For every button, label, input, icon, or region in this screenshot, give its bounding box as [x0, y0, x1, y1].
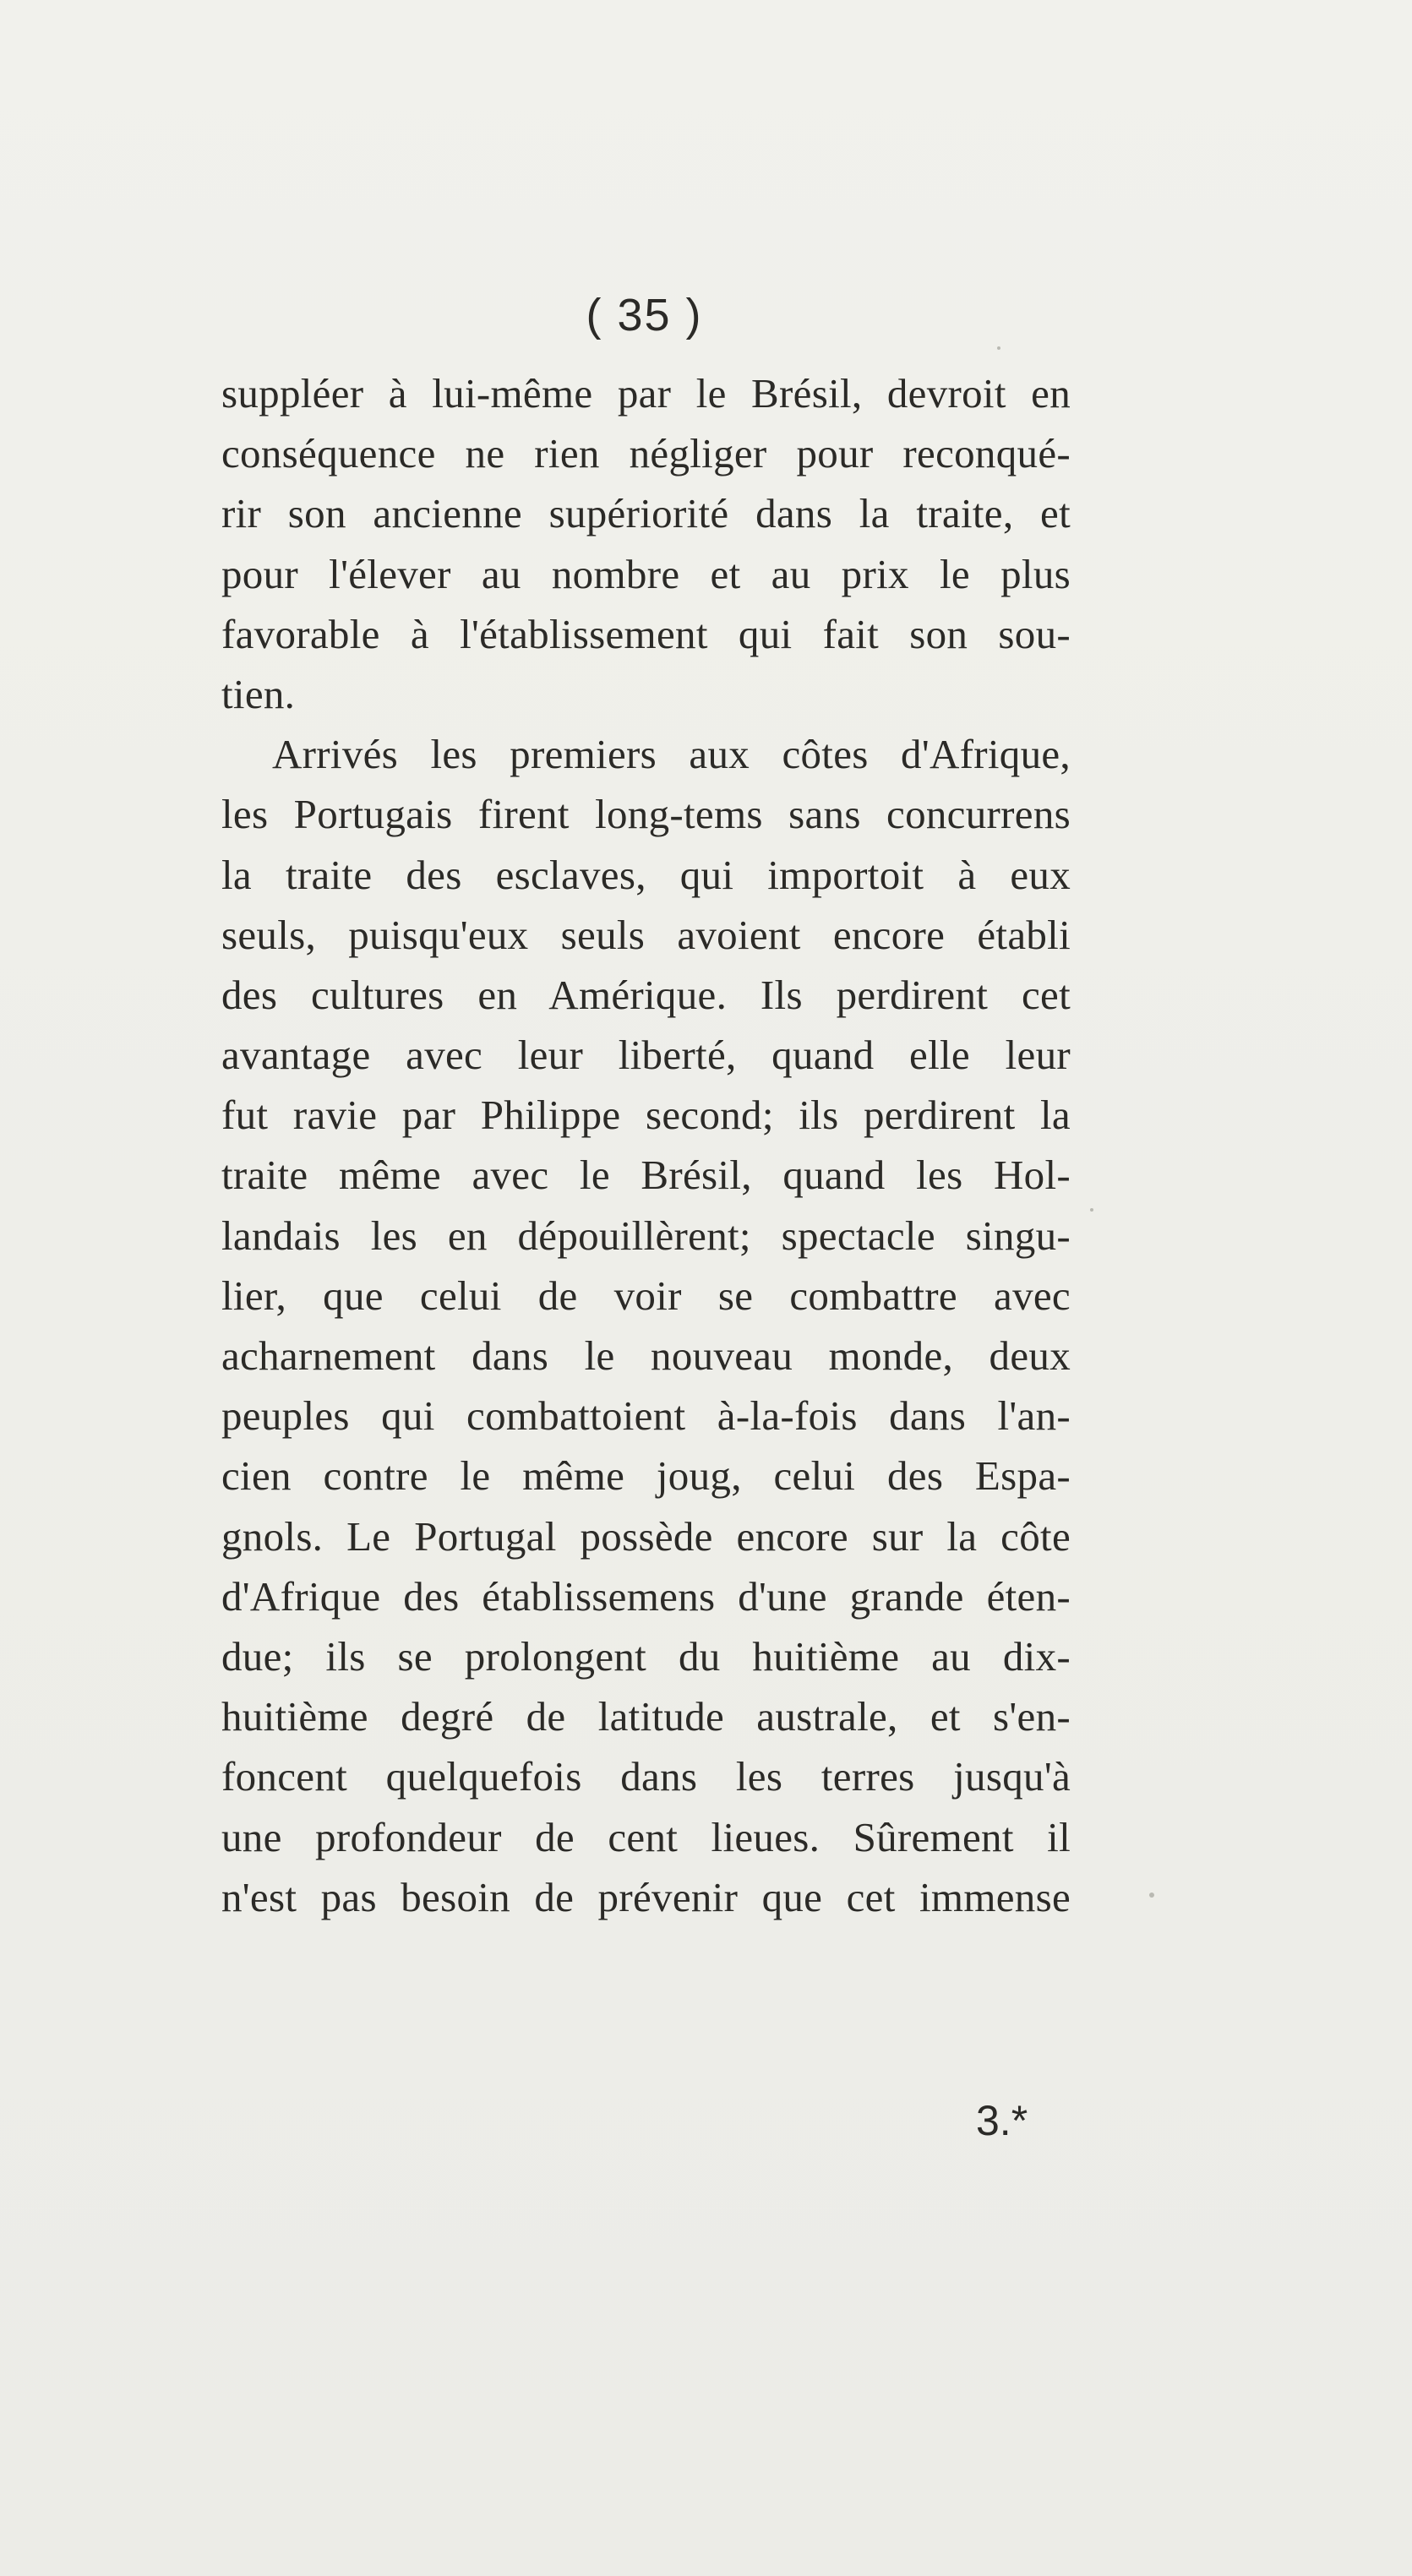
page-number: ( 35 ): [586, 290, 703, 340]
text-line: d'Afrique des établissemens d'une grande éten-: [221, 1572, 1071, 1620]
paper-speck: [1090, 1208, 1093, 1212]
text-line: gnols. Le Portugal possède encore sur la côte: [221, 1512, 1071, 1560]
text-line: suppléer à lui-même par le Brésil, devroit en: [221, 370, 1071, 417]
signature-mark-text: 3.*: [976, 2097, 1028, 2144]
text-line: seuls, puisqu'eux seuls avoient encore établi: [221, 911, 1071, 958]
text-line: conséquence ne rien négliger pour reconqué-: [221, 430, 1071, 477]
paragraph-first-line: Arrivés les premiers aux côtes d'Afrique,: [272, 731, 1071, 778]
text-line: une profondeur de cent lieues. Sûrement il: [221, 1813, 1071, 1860]
text-line: avantage avec leur liberté, quand elle leur: [221, 1032, 1071, 1079]
signature-mark: [0, 2091, 1412, 2150]
body-text: [221, 363, 1071, 1927]
text-line: rir son ancienne supériorité dans la traite, et: [221, 490, 1071, 537]
text-line: traite même avec le Brésil, quand les Hol-: [221, 1152, 1071, 1199]
paper-speck: [997, 346, 1000, 350]
paper-speck: [1149, 1893, 1154, 1898]
text-line: acharnement dans le nouveau monde, deux: [221, 1332, 1071, 1379]
text-line: due; ils se prolongent du huitième au dix-: [221, 1632, 1071, 1680]
text-line: tien.: [221, 670, 296, 717]
text-line: n'est pas besoin de prévenir que cet immense: [221, 1873, 1071, 1920]
text-line: les Portugais firent long-tems sans concurrens: [221, 791, 1071, 838]
text-line: peuples qui combattoient à-la-fois dans l'an-: [221, 1392, 1071, 1440]
text-line: cien contre le même joug, celui des Espa-: [221, 1452, 1071, 1500]
text-line: la traite des esclaves, qui importoit à eux: [221, 851, 1071, 898]
text-line: favorable à l'établissement qui fait son sou-: [221, 610, 1071, 657]
text-line: pour l'élever au nombre et au prix le plus: [221, 550, 1071, 597]
text-line: lier, que celui de voir se combattre avec: [221, 1272, 1071, 1319]
text-line: fut ravie par Philippe second; ils perdirent la: [221, 1092, 1071, 1139]
text-line: des cultures en Amérique. Ils perdirent cet: [221, 971, 1071, 1018]
text-line: landais les en dépouillèrent; spectacle singu-: [221, 1212, 1071, 1259]
text-line: foncent quelquefois dans les terres jusqu'à: [221, 1753, 1071, 1800]
text-line: huitième degré de latitude australe, et s'en-: [221, 1693, 1071, 1740]
